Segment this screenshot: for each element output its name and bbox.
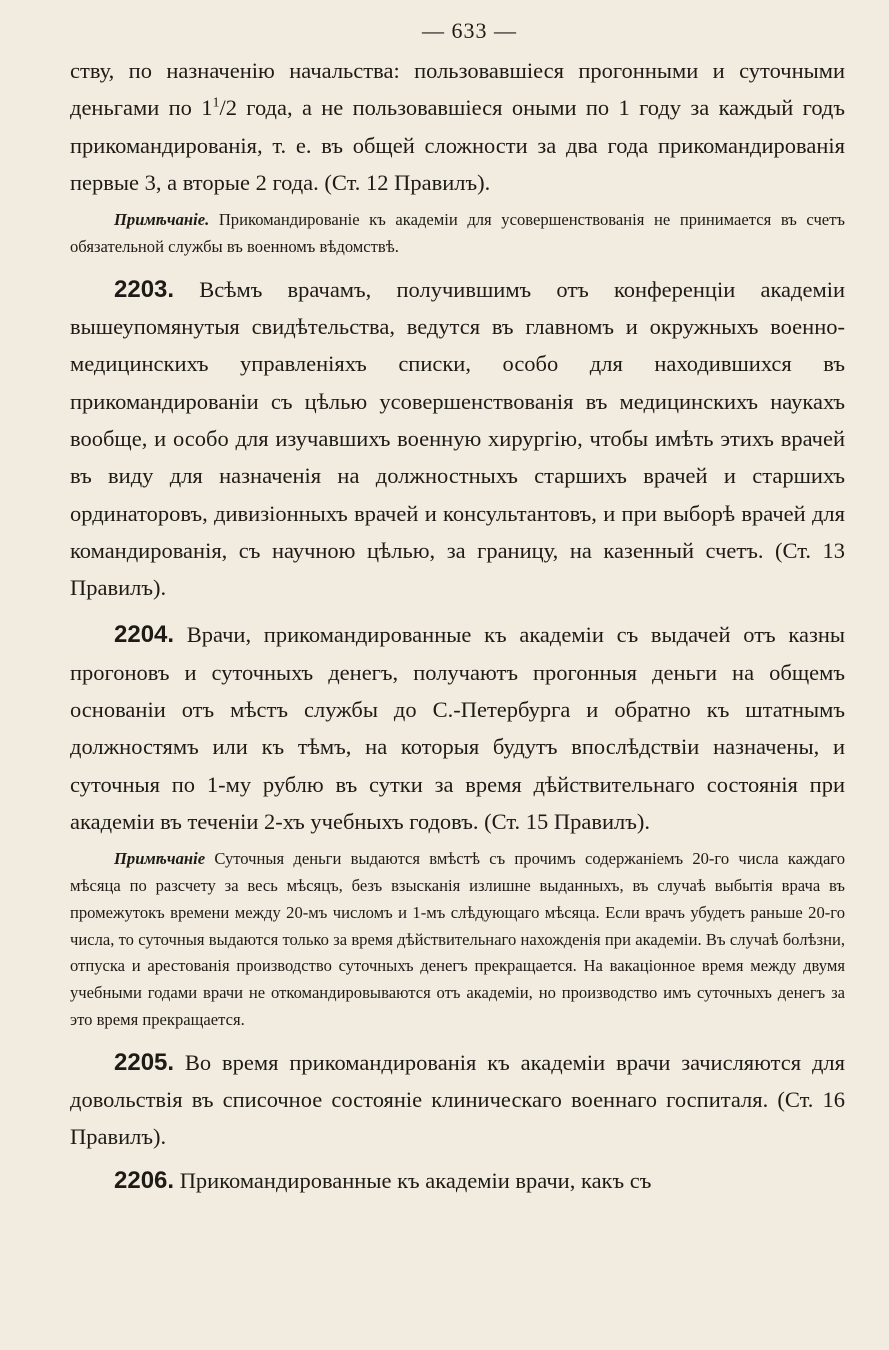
- article-2205: [70, 1044, 845, 1156]
- note-2: [70, 846, 845, 1034]
- note-1-label: Примѣчаніе.: [114, 210, 210, 230]
- article-2206-number: 2206.: [114, 1166, 175, 1194]
- page-number: — 633 —: [422, 18, 517, 43]
- note-2-label: Примѣчаніе: [114, 849, 206, 869]
- article-2205-text: Во время прикомандированія къ академіи врачи зачисляются для довольствія въ списочное состояніе клиническаго военнаго госпиталя. (Ст. 16 Правилъ).: [70, 1049, 845, 1150]
- article-2204: [70, 616, 845, 840]
- article-2203-text: Всѣмъ врачамъ, получившимъ отъ конференціи академіи вышеупомянутыя свидѣтельства, ведутся въ главномъ и окружныхъ военно-медицинскихъ управленіяхъ списки, особо для находившихся въ прикомандированіи съ цѣлью усовершенствованія въ медицинскихъ наукахъ вообще, и особо для изучавшихъ военную хирургію, чтобы имѣть этихъ врачей въ виду для назначенія на должностныхъ старшихъ врачей и старшихъ ординаторовъ, дивизіонныхъ врачей и консультантовъ, и при выборѣ врачей для командированія, съ научною цѣлью, за границу, на казенный счетъ. (Ст. 13 Правилъ).: [70, 276, 845, 601]
- article-2205-number: 2205.: [114, 1048, 175, 1076]
- article-2206-text: Прикомандированные къ академіи врачи, какъ съ: [174, 1167, 652, 1193]
- article-2204-number: 2204.: [114, 621, 175, 649]
- fraction-numerator: 1: [212, 95, 220, 111]
- article-2204-text: Врачи, прикомандированные къ академіи съ выдачей отъ казны прогоновъ и суточныхъ денегъ, получаютъ прогонныя деньги на общемъ основаніи отъ мѣстъ службы до С.-Петербурга и обратно къ штатнымъ должностямъ или къ тѣмъ, на которыя будутъ впослѣдствіи назначены, и суточныя по 1-му рублю въ сутки за время дѣйствительнаго состоянія при академіи въ теченіи 2-хъ учебныхъ годовъ. (Ст. 15 Правилъ).: [70, 622, 845, 834]
- article-2206: [70, 1162, 845, 1199]
- note-2-text: Суточныя деньги выдаются вмѣстѣ съ прочимъ содержаніемъ 20-го числа каждаго мѣсяца по разсчету за весь мѣсяцъ, безъ взысканія излишне выданныхъ, въ случаѣ выбытія врача въ промежутокъ времени между 20-мъ числомъ и 1-мъ слѣдующаго мѣсяца. Если врачъ убудетъ раньше 20-го числа, то суточныя выдаются только за время дѣйствительнаго нахожденія при академіи. Въ случаѣ болѣзни, отпуска и арестованія производство суточныхъ денегъ прекращается. На вакаціонное время между двумя учебными годами врачи не откомандировываются отъ академіи, но производство имъ суточныхъ денегъ за это время прекращается.: [70, 849, 845, 1030]
- continuation-text-a: ству, по назначенію начальства: пользовавшіеся прогонными и суточными деньгами по 1: [70, 58, 845, 121]
- continuation-text-b: /2 года, а не пользовавшіеся оными по 1 году за каждый годъ прикомандированія, т. е. въ общей сложности за два года прикомандированія первые 3, а вторые 2 года. (Ст. 12 Правилъ).: [70, 95, 845, 195]
- article-2203: [70, 271, 845, 607]
- article-2203-number: 2203.: [114, 275, 175, 303]
- continuation-paragraph: [70, 52, 845, 201]
- note-1-text: Прикомандированіе къ академіи для усовершенствованія не принимается въ счетъ обязательной службы въ военномъ вѣдомствѣ.: [70, 210, 845, 256]
- note-1: [70, 207, 845, 261]
